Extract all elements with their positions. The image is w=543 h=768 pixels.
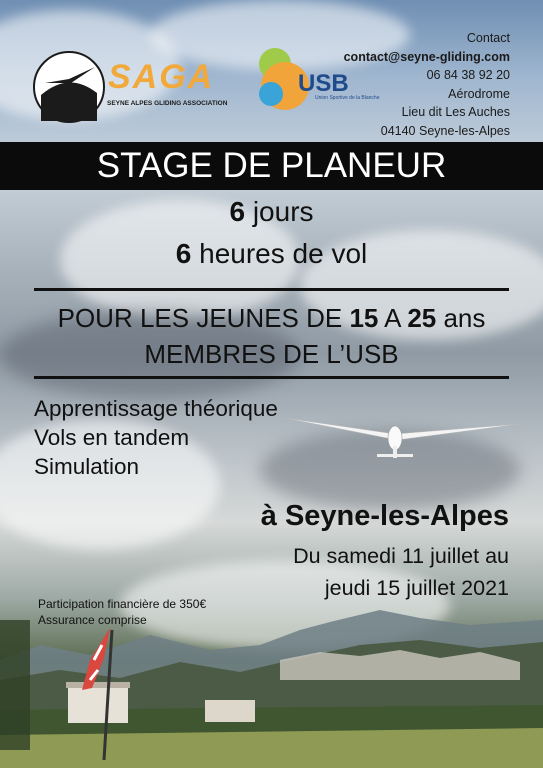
saga-subtitle: SEYNE ALPES GLIDING ASSOCIATION [107, 100, 228, 107]
audience-line [0, 302, 543, 334]
saga-wordmark: SAGA [108, 58, 215, 96]
age-min: 15 [349, 303, 379, 333]
hours-label: heures de vol [191, 238, 368, 269]
title-banner [0, 142, 543, 190]
list-item: Simulation [34, 454, 140, 479]
days-line [0, 196, 543, 228]
location: à Seyne-les-Alpes [260, 500, 509, 532]
usb-subtitle: Union Sportive de la Blanche [315, 95, 380, 101]
contact-phone: 06 84 38 92 20 [426, 68, 510, 82]
hours-number: 6 [175, 238, 192, 269]
audience-text: ans [436, 303, 486, 333]
date-line: Du samedi 11 juillet au [293, 544, 509, 568]
divider [34, 376, 509, 379]
audience-text: POUR LES JEUNES DE [57, 303, 350, 333]
fee-line: Participation financière de 350€ [38, 597, 207, 611]
days-label: jours [245, 196, 314, 227]
usb-wordmark: USB [298, 70, 349, 97]
address-line: Aérodrome [448, 86, 510, 101]
dates [293, 540, 509, 604]
date-line: jeudi 15 juillet 2021 [324, 576, 509, 600]
divider [34, 288, 509, 291]
program-list [34, 394, 278, 481]
glider-illustration [285, 410, 525, 460]
poster-title: STAGE DE PLANEUR [96, 146, 447, 185]
contact-email[interactable]: contact@seyne-gliding.com [343, 49, 510, 64]
list-item: Vols en tandem [34, 425, 190, 450]
list-item: Apprentissage théorique [34, 396, 278, 421]
address-line: Lieu dit Les Auches [401, 105, 510, 119]
insurance-line: Assurance comprise [38, 613, 147, 627]
audience-text: A [378, 303, 408, 333]
saga-emblem [33, 51, 105, 123]
hours-line [0, 238, 543, 270]
address-line: 04140 Seyne-les-Alpes [380, 123, 510, 138]
glider-logo-icon [35, 53, 103, 121]
contact-heading: Contact [466, 31, 510, 45]
days-number: 6 [229, 196, 246, 227]
contact-block [344, 29, 510, 140]
fees-note [38, 596, 206, 628]
membership-line: MEMBRES DE L’USB [144, 339, 399, 369]
age-max: 25 [407, 303, 437, 333]
